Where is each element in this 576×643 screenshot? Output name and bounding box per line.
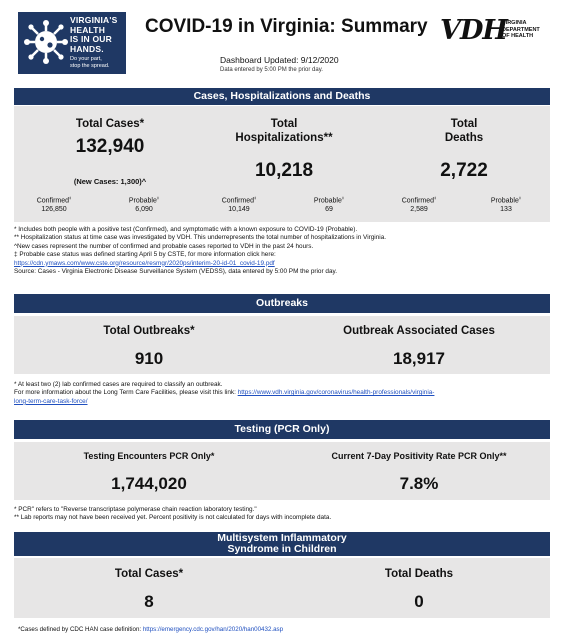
logo-line: HEALTH bbox=[70, 24, 106, 35]
hospitalizations-label-1: Total bbox=[270, 118, 298, 130]
deaths-probable-label-text: Probable bbox=[490, 197, 519, 205]
hosp-probable-label bbox=[299, 195, 359, 204]
deaths-probable-value: 133 bbox=[500, 206, 512, 213]
cdc-han-link[interactable]: https://emergency.cdc.gov/han/2020/han00432.asp bbox=[142, 626, 284, 633]
deaths-label-2: Deaths bbox=[444, 132, 484, 144]
hosp-confirmed-label-text: Confirmed bbox=[221, 197, 255, 205]
footnote: For more information about the Long Term Care Facilities, please visit this link: bbox=[14, 389, 238, 397]
virus-icon bbox=[24, 20, 68, 64]
deaths-label-1: Total bbox=[450, 118, 478, 130]
deaths-confirmed-label bbox=[389, 195, 449, 204]
cases-probable-value: 6,090 bbox=[135, 206, 153, 213]
cases-probable-label-text: Probable bbox=[128, 197, 157, 205]
testing-section-header: Testing (PCR Only) bbox=[14, 420, 550, 439]
mis-c-footnote bbox=[18, 626, 283, 633]
footnote-mark: ‡ bbox=[518, 195, 522, 200]
ltc-link-part-1[interactable]: https://www.vdh.virginia.gov/coronavirus/health-professionals/virginia- bbox=[237, 389, 435, 397]
total-outbreaks-value: 910 bbox=[134, 349, 164, 368]
cases-confirmed-label bbox=[24, 195, 84, 204]
hospitalizations-value: 10,218 bbox=[254, 160, 314, 181]
dashboard-updated: Dashboard Updated: 9/12/2020 bbox=[220, 55, 339, 65]
cases-footnotes bbox=[14, 226, 550, 276]
page-title: COVID-19 in Virginia: Summary bbox=[145, 16, 428, 37]
hosp-confirmed-value: 10,149 bbox=[228, 206, 250, 213]
deaths-value: 2,722 bbox=[440, 160, 488, 181]
mis-c-title-line: Syndrome in Children bbox=[227, 543, 337, 555]
positivity-rate-label: Current 7-Day Positivity Rate PCR Only** bbox=[331, 451, 507, 461]
footnote: *Cases defined by CDC HAN case definition: bbox=[18, 626, 143, 633]
ltc-link-part-2[interactable]: long-term-care-task-force/ bbox=[14, 397, 88, 405]
deaths-confirmed-label-text: Confirmed bbox=[401, 197, 435, 205]
mis-c-deaths-value: 0 bbox=[414, 592, 424, 611]
cases-panel bbox=[14, 106, 550, 222]
mis-c-cases-value: 8 bbox=[144, 592, 154, 611]
footnote: ^New cases represent the number of confirmed and probable cases reported to VDH in the past 24 hours. bbox=[14, 242, 314, 250]
footnote: * Includes both people with a positive test (Confirmed), and symptomatic with a known exposure to COVID-19 (Probable). bbox=[14, 226, 358, 233]
total-outbreaks-label: Total Outbreaks* bbox=[103, 325, 195, 337]
positivity-rate-value: 7.8% bbox=[399, 474, 439, 493]
outbreak-cases-label: Outbreak Associated Cases bbox=[343, 325, 495, 337]
logo-subtext bbox=[70, 56, 109, 69]
footnote: ‡ Probable case status was defined starting April 5 by CSTE, for more information click here: bbox=[14, 251, 276, 259]
hosp-probable-value: 69 bbox=[325, 206, 333, 213]
logo-sub-line: stop the spread. bbox=[70, 62, 110, 69]
footnote-mark: ‡ bbox=[434, 195, 437, 200]
testing-footnotes bbox=[14, 506, 550, 523]
logo-line: VIRGINIA'S bbox=[70, 15, 118, 25]
cases-probable-label bbox=[114, 195, 174, 204]
hosp-confirmed-label bbox=[209, 195, 269, 204]
outbreaks-panel bbox=[14, 316, 550, 374]
footnote-mark: ‡ bbox=[254, 195, 257, 200]
vdh-name bbox=[502, 20, 540, 40]
testing-encounters-value: 1,744,020 bbox=[111, 474, 187, 493]
data-entered-note: Data entered by 5:00 PM the prior day. bbox=[220, 67, 323, 73]
total-cases-value: 132,940 bbox=[75, 136, 145, 157]
footnote-mark: ‡ bbox=[156, 195, 160, 200]
outbreak-cases-value: 18,917 bbox=[393, 349, 445, 368]
outbreaks-footnotes bbox=[14, 381, 550, 406]
footnote: * At least two (2) lab confirmed cases are required to classify an outbreak. bbox=[14, 381, 223, 388]
mis-c-deaths-label: Total Deaths bbox=[384, 568, 454, 580]
outbreaks-section-header: Outbreaks bbox=[14, 294, 550, 313]
cste-link[interactable]: https://cdn.ymaws.com/www.cste.org/resource/resmgr/2020ps/interim-20-id-01_covid-19.pdf bbox=[14, 259, 275, 267]
logo-slogan bbox=[70, 16, 117, 54]
cases-confirmed-value: 126,850 bbox=[41, 206, 67, 213]
mis-c-section-header bbox=[14, 532, 550, 556]
hosp-probable-label-text: Probable bbox=[313, 197, 342, 205]
vdh-name-line: VIRGINIA bbox=[502, 20, 527, 26]
cases-section-header: Cases, Hospitalizations and Deaths bbox=[14, 88, 550, 105]
vdh-logo bbox=[440, 16, 548, 50]
footnote: * PCR" refers to "Reverse transcriptase polymerase chain reaction laboratory testing." bbox=[14, 506, 257, 513]
virginia-health-logo bbox=[18, 12, 126, 74]
vdh-name-line: OF HEALTH bbox=[502, 33, 534, 39]
vdh-mark: VDH bbox=[440, 15, 507, 46]
cases-confirmed-label-text: Confirmed bbox=[36, 197, 70, 205]
footnote-mark: ‡ bbox=[341, 195, 345, 200]
mis-c-cases-label: Total Cases* bbox=[114, 568, 184, 580]
testing-panel bbox=[14, 442, 550, 500]
deaths-confirmed-value: 2,589 bbox=[410, 206, 428, 213]
logo-sub-line: Do your part, bbox=[70, 56, 102, 62]
mis-c-panel bbox=[14, 558, 550, 618]
vdh-name-line: DEPARTMENT bbox=[502, 26, 540, 33]
testing-encounters-label: Testing Encounters PCR Only* bbox=[83, 451, 215, 461]
mis-c-title-line: Multisystem Inflammatory bbox=[217, 532, 347, 544]
logo-line: HANDS. bbox=[70, 43, 104, 54]
logo-line: IS IN OUR bbox=[70, 34, 112, 44]
new-cases: (New Cases: 1,300)^ bbox=[73, 177, 147, 186]
footnote: ** Hospitalization status at time case was investigated by VDH. This underrepresents the total number of hospitalizations in Virginia. bbox=[14, 234, 387, 242]
total-cases-label: Total Cases* bbox=[75, 118, 145, 130]
footnote-mark: ‡ bbox=[69, 195, 72, 200]
hospitalizations-label-2: Hospitalizations** bbox=[235, 132, 333, 144]
footnote-source: Source: Cases - Virginia Electronic Disease Surveillance System (VEDSS), data entered by 5:00 PM the prior day. bbox=[14, 268, 337, 276]
deaths-probable-label bbox=[476, 195, 536, 204]
footnote: ** Lab reports may not have been received yet. Percent positivity is not calculated for days with incomplete data. bbox=[14, 514, 332, 522]
